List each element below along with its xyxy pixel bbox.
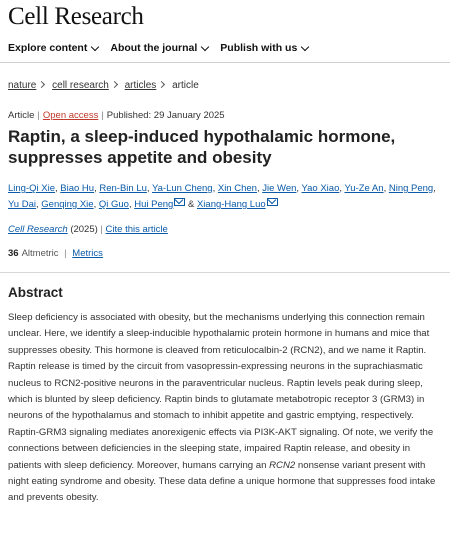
journal-title[interactable]: Cell Research [8, 3, 144, 30]
breadcrumb-nature[interactable]: nature [8, 80, 37, 91]
author-link[interactable]: Ning Peng [388, 183, 434, 194]
chevron-right-icon [38, 81, 45, 88]
breadcrumb-current: article [172, 80, 199, 91]
section-divider [0, 272, 450, 273]
email-icon[interactable] [267, 198, 278, 206]
author-list: Ling-Qi Xie, Biao Hu, Ren-Bin Lu, Ya-Lun Cheng, Xin Chen, Jie Wen, Yao Xiao, Yu-Ze An, Ning Peng, Yu Dai, Genqing Xie, Qi Guo, Hui Peng & Xiang-Hang Luo [8, 183, 436, 210]
breadcrumb-cell-research[interactable]: cell research [52, 80, 109, 91]
article-title: Raptin, a sleep-induced hypothalamic hormone, suppresses appetite and obesity [8, 127, 396, 167]
abstract-heading: Abstract [8, 285, 63, 300]
abstract-part-2: nonsense variant present with night eating syndrome and obesity. These data define a unique hormone that suppresses food intake and prevents obesity. [8, 459, 436, 504]
citation-line: Cell Research (2025) | Cite this article [8, 224, 168, 235]
author-link[interactable]: Genqing Xie [41, 199, 94, 210]
top-navigation [8, 42, 320, 54]
author-link[interactable]: Yu Dai [8, 199, 36, 210]
published-date: Published: 29 January 2025 [106, 110, 225, 121]
author-link[interactable]: Qi Guo [98, 199, 129, 210]
altmetric-label: Altmetric [21, 248, 59, 259]
author-link[interactable]: Jie Wen [262, 183, 297, 194]
author-link[interactable]: Hui Peng [134, 199, 174, 210]
author-link[interactable]: Ren-Bin Lu [99, 183, 147, 194]
nav-explore-label: Explore content [8, 42, 88, 54]
chevron-down-icon [91, 42, 99, 50]
abstract-part-1: Sleep deficiency is associated with obesity, but the mechanisms underlying this connection remain unclear. Here, we identify a sleep-inducible hypothalamic protein hormone in humans and mice that suppresses obesity. This hormone is cleaved from reticulocalbin-2 (RCN2), and we name it Raptin. Raptin release is timed by the circuit from vasopressin-expressing neurons in the suprachiasmatic nucleus to RCN2-positive neurons in the paraventricular nucleus. Raptin levels peak during sleep, which is blunted by sleep deficiency. Raptin binds to glutamate metabotropic receptor 3 (GRM3) in neurons of the hypothalamus and stomach to inhibit appetite and gastric emptying, respectively. Raptin-GRM3 signaling mediates anorexigenic effects via PI3K-AKT signaling. Of note, we verify the connections between deficiencies in the sleeping state, impaired Raptin release, and obesity in patients with sleep deficiency. Moreover, humans carrying an [8, 312, 434, 471]
abstract-text [8, 310, 446, 507]
chevron-right-icon [158, 81, 165, 88]
author-link[interactable]: Yu-Ze An [344, 183, 384, 194]
chevron-down-icon [201, 42, 209, 50]
metrics-link[interactable]: Metrics [72, 248, 103, 259]
open-access-link[interactable]: Open access [42, 110, 99, 121]
nav-about-label: About the journal [110, 42, 198, 54]
author-link[interactable]: Biao Hu [60, 183, 95, 194]
citation-year: (2025) [70, 224, 98, 235]
author-link[interactable]: Ling-Qi Xie [8, 183, 55, 194]
abstract-gene-name: RCN2 [269, 459, 296, 471]
breadcrumb [8, 80, 199, 91]
article-meta: Article | Open access | Published: 29 January 2025 [8, 110, 225, 121]
cite-this-article-link[interactable]: Cite this article [105, 224, 168, 235]
author-link[interactable]: Ya-Lun Cheng [152, 183, 213, 194]
nav-explore-content[interactable] [8, 42, 98, 54]
chevron-down-icon [301, 42, 309, 50]
author-link[interactable]: Yao Xiao [301, 183, 340, 194]
altmetric-count: 36 [8, 248, 19, 259]
header-divider [0, 62, 450, 63]
chevron-right-icon [111, 81, 118, 88]
metrics-line: 36 Altmetric | Metrics [8, 248, 103, 259]
author-link[interactable]: Xin Chen [217, 183, 257, 194]
nav-publish-with-us[interactable] [220, 42, 308, 54]
nav-about-journal[interactable] [110, 42, 208, 54]
author-link[interactable]: Xiang-Hang Luo [196, 199, 266, 210]
breadcrumb-articles[interactable]: articles [124, 80, 157, 91]
nav-publish-label: Publish with us [220, 42, 298, 54]
email-icon[interactable] [174, 198, 185, 206]
author-and: & [187, 199, 195, 210]
journal-link[interactable]: Cell Research [8, 224, 68, 235]
article-type: Article [8, 110, 35, 121]
